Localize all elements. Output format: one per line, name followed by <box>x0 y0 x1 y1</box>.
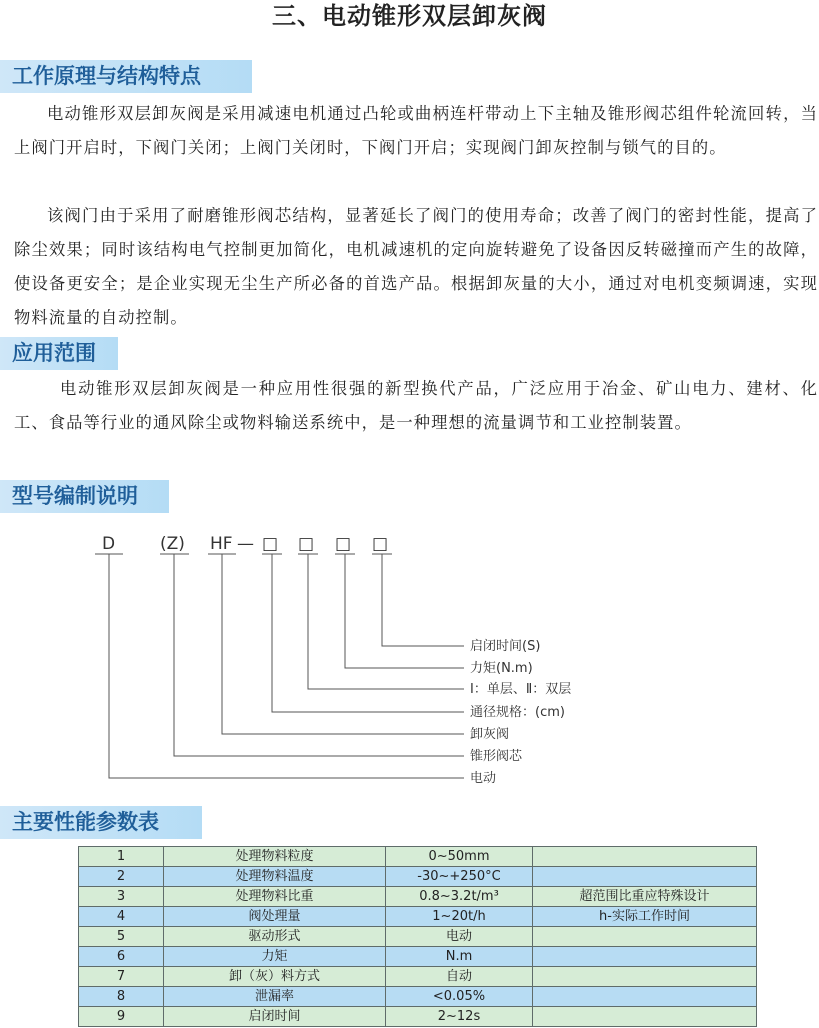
principle-paragraph-1: 电动锥形双层卸灰阀是采用减速电机通过凸轮或曲柄连杆带动上下主轴及锥形阀芯组件轮流回转，当上阀门开启时，下阀门关闭；上阀门关闭时，下阀门开启；实现阀门卸灰控制与锁气的目的。 <box>14 104 818 157</box>
table-cell-no: 7 <box>79 967 164 987</box>
table-row <box>79 927 757 947</box>
table-cell-value: 电动 <box>386 927 533 947</box>
table-row <box>79 907 757 927</box>
table-cell-value: 2~12s <box>386 1007 533 1027</box>
table-cell-value: 0~50mm <box>386 847 533 867</box>
table-cell-note <box>533 1007 757 1027</box>
label-open-close-time: 启闭时间(S) <box>470 639 541 654</box>
table-cell-no: 4 <box>79 907 164 927</box>
table-cell-name: 启闭时间 <box>164 1007 386 1027</box>
table-cell-note <box>533 947 757 967</box>
code-box-4: □ <box>372 534 389 554</box>
table-cell-note: 超范围比重应特殊设计 <box>533 887 757 907</box>
table-cell-name: 驱动形式 <box>164 927 386 947</box>
table-cell-no: 1 <box>79 847 164 867</box>
table-row <box>79 887 757 907</box>
principle-paragraph-2: 该阀门由于采用了耐磨锥形阀芯结构，显著延长了阀门的使用寿命；改善了阀门的密封性能，提高了除尘效果；同时该结构电气控制更加简化，电机减速机的定向旋转避免了设备因反转磁撞而产生的故障，使设备更安全；是企业实现无尘生产所必备的首选产品。根据卸灰量的大小，通过对电机变频调速，实现物料流量的自动控制。 <box>14 206 818 327</box>
params-table <box>78 846 757 1027</box>
table-cell-value: 0.8~3.2t/m³ <box>386 887 533 907</box>
label-electric: 电动 <box>470 771 497 786</box>
code-box-2: □ <box>298 534 315 554</box>
label-torque: 力矩(N.m) <box>470 661 533 676</box>
table-cell-name: 泄漏率 <box>164 987 386 1007</box>
code-box-1: □ <box>262 534 279 554</box>
table-cell-value: 自动 <box>386 967 533 987</box>
label-ash-valve: 卸灰阀 <box>470 727 510 742</box>
section-heading-application: 应用范围 <box>0 337 118 370</box>
table-cell-note <box>533 987 757 1007</box>
table-cell-name: 卸（灰）料方式 <box>164 967 386 987</box>
table-cell-name: 处理物料比重 <box>164 887 386 907</box>
label-layer: Ⅰ：单层、Ⅱ：双层 <box>470 682 572 697</box>
table-cell-no: 5 <box>79 927 164 947</box>
application-paragraph: 电动锥形双层卸灰阀是一种应用性很强的新型换代产品，广泛应用于冶金、矿山电力、建材、化工、食品等行业的通风除尘或物料输送系统中，是一种理想的流量调节和工业控制装置。 <box>14 379 818 432</box>
table-cell-name: 力矩 <box>164 947 386 967</box>
table-cell-no: 3 <box>79 887 164 907</box>
table-cell-no: 2 <box>79 867 164 887</box>
section-heading-principle: 工作原理与结构特点 <box>0 60 252 93</box>
table-cell-value: 1~20t/h <box>386 907 533 927</box>
table-cell-note <box>533 927 757 947</box>
section-heading-model: 型号编制说明 <box>0 480 169 513</box>
table-row <box>79 987 757 1007</box>
table-cell-name: 处理物料粒度 <box>164 847 386 867</box>
table-row <box>79 967 757 987</box>
label-diameter: 通径规格：(cm) <box>470 705 565 720</box>
code-box-3: □ <box>335 534 352 554</box>
label-cone-core: 锥形阀芯 <box>470 749 523 764</box>
table-cell-note <box>533 967 757 987</box>
section-heading-params: 主要性能参数表 <box>0 806 202 839</box>
code-dash: — <box>237 534 254 554</box>
model-code-diagram <box>0 520 819 810</box>
table-cell-name: 阀处理量 <box>164 907 386 927</box>
page-title: 三、电动锥形双层卸灰阀 <box>272 2 547 30</box>
table-row <box>79 847 757 867</box>
code-z: (Z) <box>160 534 185 554</box>
table-cell-no: 6 <box>79 947 164 967</box>
table-cell-name: 处理物料温度 <box>164 867 386 887</box>
table-cell-note <box>533 867 757 887</box>
table-row <box>79 867 757 887</box>
table-cell-value: <0.05% <box>386 987 533 1007</box>
table-cell-value: -30~+250°C <box>386 867 533 887</box>
table-cell-no: 9 <box>79 1007 164 1027</box>
table-cell-note: h-实际工作时间 <box>533 907 757 927</box>
table-row <box>79 947 757 967</box>
table-cell-no: 8 <box>79 987 164 1007</box>
table-cell-note <box>533 847 757 867</box>
table-row <box>79 1007 757 1027</box>
table-cell-value: N.m <box>386 947 533 967</box>
code-hf: HF <box>210 534 233 554</box>
code-d: D <box>102 534 116 554</box>
